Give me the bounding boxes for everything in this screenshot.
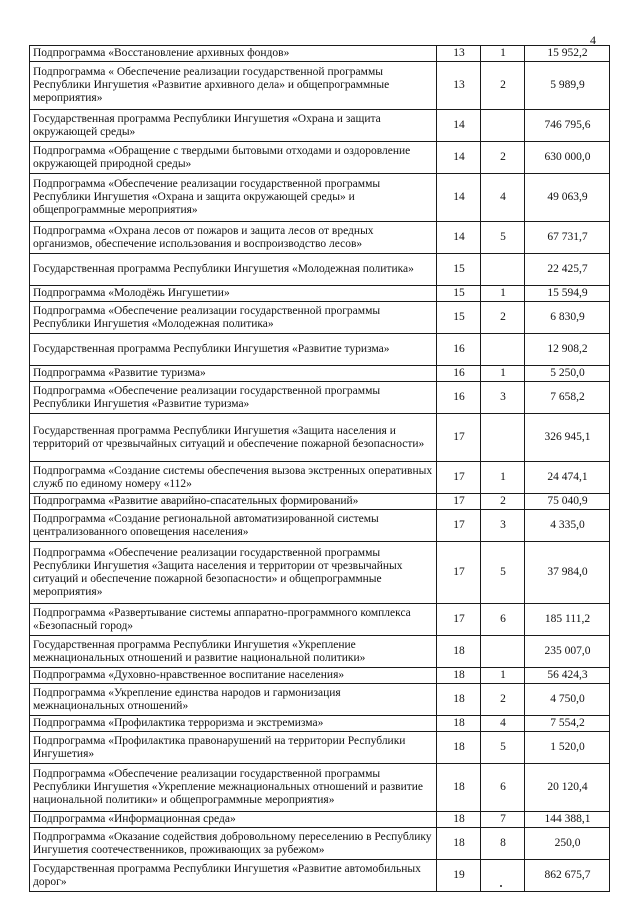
row-name: Подпрограмма «Обеспечение реализации государственной программы Республики Ингушетия «Молодежная политика» — [30, 302, 437, 334]
table-row — [30, 62, 610, 110]
amount: 37 984,0 — [525, 542, 610, 604]
subprogram-code: 2 — [481, 62, 525, 110]
amount: 185 111,2 — [525, 604, 610, 636]
program-code: 16 — [437, 382, 481, 414]
program-code: 17 — [437, 604, 481, 636]
subprogram-code: 2 — [481, 302, 525, 334]
row-name: Подпрограмма «Обеспечение реализации государственной программы Республики Ингушетия «Защита населения и территории от чрезвычайных ситуаций и обеспечение пожарной безопасности» и общепрограммные мероприятия» — [30, 542, 437, 604]
row-name: Подпрограмма «Информационная среда» — [30, 812, 437, 828]
program-code: 18 — [437, 716, 481, 732]
subprogram-code: 5 — [481, 542, 525, 604]
row-name: Подпрограмма « Обеспечение реализации государственной программы Республики Ингушетия «Развитие архивного дела» и общепрограммные мероприятия» — [30, 62, 437, 110]
table-row — [30, 732, 610, 764]
amount: 49 063,9 — [525, 174, 610, 222]
amount: 6 830,9 — [525, 302, 610, 334]
subprogram-code — [481, 414, 525, 462]
subprogram-code: 7 — [481, 812, 525, 828]
row-name: Подпрограмма «Развитие аварийно-спасательных формирований» — [30, 494, 437, 510]
table-row — [30, 860, 610, 892]
program-code: 18 — [437, 732, 481, 764]
subprogram-code: 1 — [481, 668, 525, 684]
row-name: Подпрограмма «Создание системы обеспечения вызова экстренных оперативных служб по единому номеру «112» — [30, 462, 437, 494]
amount: 20 120,4 — [525, 764, 610, 812]
program-code: 17 — [437, 494, 481, 510]
program-code: 13 — [437, 62, 481, 110]
subprogram-code: 6 — [481, 764, 525, 812]
row-name: Подпрограмма «Охрана лесов от пожаров и защита лесов от вредных организмов, обеспечение использования и воспроизводство лесов» — [30, 222, 437, 254]
subprogram-code: 4 — [481, 716, 525, 732]
program-code: 15 — [437, 286, 481, 302]
program-code: 15 — [437, 254, 481, 286]
row-name: Государственная программа Республики Ингушетия «Охрана и защита окружающей среды» — [30, 110, 437, 142]
subprogram-code — [481, 334, 525, 366]
amount: 5 250,0 — [525, 366, 610, 382]
row-name: Подпрограмма «Создание региональной автоматизированной системы централизованного оповещения населения» — [30, 510, 437, 542]
table-row — [30, 414, 610, 462]
program-code: 16 — [437, 334, 481, 366]
subprogram-code: 8 — [481, 828, 525, 860]
table-row — [30, 510, 610, 542]
program-code: 16 — [437, 366, 481, 382]
subprogram-code: 3 — [481, 382, 525, 414]
program-code: 18 — [437, 684, 481, 716]
table-row — [30, 668, 610, 684]
table-row — [30, 382, 610, 414]
table-row — [30, 302, 610, 334]
subprogram-code: 5 — [481, 222, 525, 254]
table-row — [30, 222, 610, 254]
amount: 1 520,0 — [525, 732, 610, 764]
table-row — [30, 604, 610, 636]
amount: 250,0 — [525, 828, 610, 860]
table-row — [30, 462, 610, 494]
program-code: 14 — [437, 174, 481, 222]
table-row — [30, 366, 610, 382]
amount: 5 989,9 — [525, 62, 610, 110]
scan-artifact — [500, 885, 502, 887]
table-row — [30, 812, 610, 828]
program-code: 13 — [437, 46, 481, 62]
subprogram-code — [481, 860, 525, 892]
table-row — [30, 286, 610, 302]
subprogram-code: 3 — [481, 510, 525, 542]
row-name: Подпрограмма «Духовно-нравственное воспитание населения» — [30, 668, 437, 684]
row-name: Подпрограмма «Развитие туризма» — [30, 366, 437, 382]
row-name: Подпрограмма «Обеспечение реализации государственной программы Республики Ингушетия «Развитие туризма» — [30, 382, 437, 414]
subprogram-code: 2 — [481, 494, 525, 510]
subprogram-code: 4 — [481, 174, 525, 222]
amount: 235 007,0 — [525, 636, 610, 668]
budget-table — [29, 45, 610, 892]
subprogram-code — [481, 254, 525, 286]
program-code: 17 — [437, 462, 481, 494]
program-code: 18 — [437, 764, 481, 812]
table-row — [30, 174, 610, 222]
amount: 22 425,7 — [525, 254, 610, 286]
table-row — [30, 828, 610, 860]
program-code: 17 — [437, 542, 481, 604]
subprogram-code — [481, 636, 525, 668]
table-row — [30, 334, 610, 366]
amount: 67 731,7 — [525, 222, 610, 254]
program-code: 17 — [437, 510, 481, 542]
page-number: 4 — [590, 33, 596, 47]
program-code: 18 — [437, 828, 481, 860]
table-row — [30, 716, 610, 732]
row-name: Подпрограмма «Молодёжь Ингушетии» — [30, 286, 437, 302]
subprogram-code: 1 — [481, 366, 525, 382]
table-row — [30, 254, 610, 286]
table-row — [30, 142, 610, 174]
row-name: Государственная программа Республики Ингушетия «Молодежная политика» — [30, 254, 437, 286]
row-name: Подпрограмма «Обращение с твердыми бытовыми отходами и оздоровление окружающей природной среды» — [30, 142, 437, 174]
program-code: 17 — [437, 414, 481, 462]
row-name: Подпрограмма «Развертывание системы аппаратно-программного комплекса «Безопасный город» — [30, 604, 437, 636]
subprogram-code: 1 — [481, 46, 525, 62]
row-name: Государственная программа Республики Ингушетия «Развитие автомобильных дорог» — [30, 860, 437, 892]
row-name: Подпрограмма «Обеспечение реализации государственной программы Республики Ингушетия «Охрана и защита окружающей среды» и общепрограммные мероприятия» — [30, 174, 437, 222]
row-name: Подпрограмма «Укрепление единства народов и гармонизация межнациональных отношений» — [30, 684, 437, 716]
row-name: Подпрограмма «Обеспечение реализации государственной программы Республики Ингушетия «Укрепление межнациональных отношений и развитие национальной политики» и общепрограммные мероприятия» — [30, 764, 437, 812]
table-row — [30, 494, 610, 510]
subprogram-code: 1 — [481, 462, 525, 494]
program-code: 18 — [437, 636, 481, 668]
program-code: 18 — [437, 812, 481, 828]
amount: 15 952,2 — [525, 46, 610, 62]
amount: 56 424,3 — [525, 668, 610, 684]
amount: 7 554,2 — [525, 716, 610, 732]
table-row — [30, 46, 610, 62]
amount: 862 675,7 — [525, 860, 610, 892]
amount: 7 658,2 — [525, 382, 610, 414]
amount: 15 594,9 — [525, 286, 610, 302]
amount: 4 750,0 — [525, 684, 610, 716]
row-name: Подпрограмма «Оказание содействия добровольному переселению в Республику Ингушетия соотечественников, проживающих за рубежом» — [30, 828, 437, 860]
amount: 144 388,1 — [525, 812, 610, 828]
row-name: Подпрограмма «Профилактика правонарушений на территории Республики Ингушетия» — [30, 732, 437, 764]
row-name: Государственная программа Республики Ингушетия «Развитие туризма» — [30, 334, 437, 366]
row-name: Государственная программа Республики Ингушетия «Защита населения и территорий от чрезвычайных ситуаций и обеспечение пожарной безопасности» — [30, 414, 437, 462]
table-row — [30, 110, 610, 142]
program-code: 15 — [437, 302, 481, 334]
subprogram-code: 2 — [481, 142, 525, 174]
row-name: Подпрограмма «Восстановление архивных фондов» — [30, 46, 437, 62]
table-row — [30, 684, 610, 716]
program-code: 14 — [437, 110, 481, 142]
subprogram-code: 5 — [481, 732, 525, 764]
row-name: Государственная программа Республики Ингушетия «Укрепление межнациональных отношений и развитие национальной политики» — [30, 636, 437, 668]
amount: 24 474,1 — [525, 462, 610, 494]
amount: 326 945,1 — [525, 414, 610, 462]
subprogram-code: 1 — [481, 286, 525, 302]
subprogram-code — [481, 110, 525, 142]
program-code: 19 — [437, 860, 481, 892]
table-row — [30, 542, 610, 604]
amount: 630 000,0 — [525, 142, 610, 174]
amount: 4 335,0 — [525, 510, 610, 542]
table-row — [30, 764, 610, 812]
subprogram-code: 6 — [481, 604, 525, 636]
subprogram-code: 2 — [481, 684, 525, 716]
amount: 746 795,6 — [525, 110, 610, 142]
amount: 75 040,9 — [525, 494, 610, 510]
budget-table-body — [30, 46, 610, 892]
row-name: Подпрограмма «Профилактика терроризма и экстремизма» — [30, 716, 437, 732]
program-code: 18 — [437, 668, 481, 684]
amount: 12 908,2 — [525, 334, 610, 366]
program-code: 14 — [437, 142, 481, 174]
table-row — [30, 636, 610, 668]
program-code: 14 — [437, 222, 481, 254]
